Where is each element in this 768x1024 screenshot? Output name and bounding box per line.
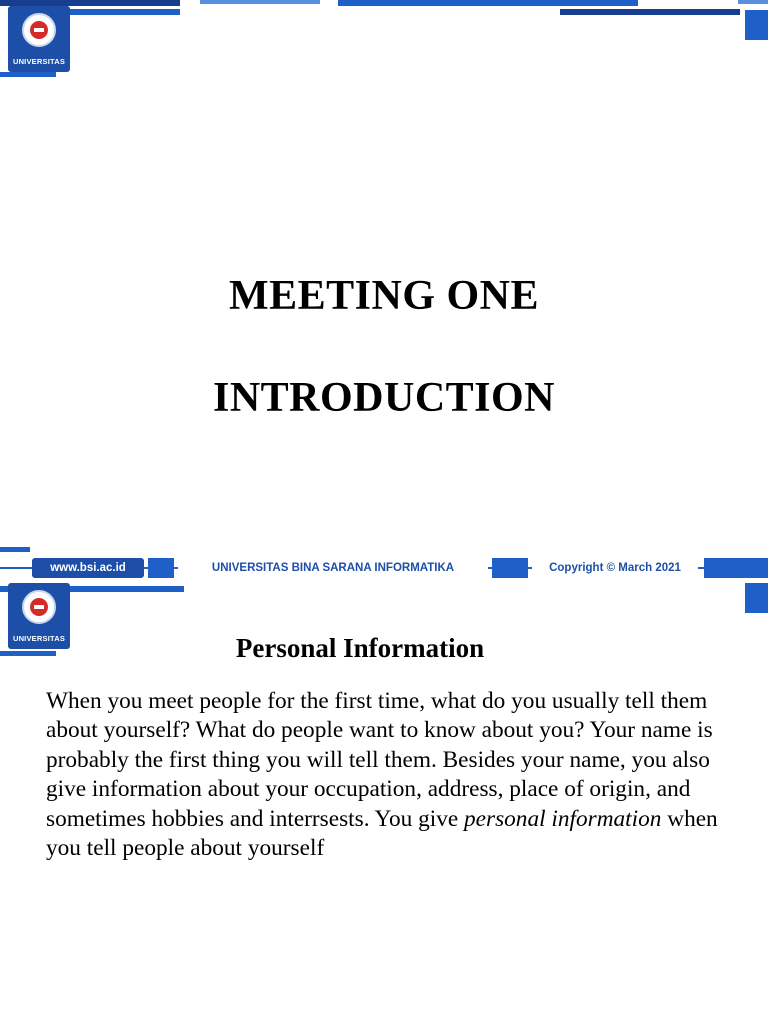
body-paragraph xyxy=(46,687,730,863)
footer-stripe xyxy=(704,558,768,578)
header-stripe xyxy=(745,583,768,613)
section-heading: Personal Information xyxy=(235,633,485,663)
slide-footer xyxy=(0,553,768,583)
footer-copyright: Copyright © March 2021 xyxy=(532,558,698,578)
footer-stripe xyxy=(492,558,528,578)
header-stripe xyxy=(738,0,768,4)
university-logo xyxy=(8,6,70,72)
header-stripe xyxy=(560,9,740,15)
header-stripe xyxy=(338,0,638,6)
header-stripe xyxy=(62,9,180,15)
footer-stripe xyxy=(148,558,174,578)
header-stripe xyxy=(200,0,320,4)
paragraph-emphasis: personal information xyxy=(464,805,662,832)
slide-title-line-1: MEETING ONE xyxy=(228,273,540,319)
website-link[interactable]: www.bsi.ac.id xyxy=(32,558,144,578)
header-stripe xyxy=(745,10,768,40)
logo-text: UNIVERSITAS xyxy=(12,57,66,66)
footer-university-name: UNIVERSITAS BINA SARANA INFORMATIKA xyxy=(178,558,488,578)
seal-icon xyxy=(22,13,56,47)
paragraph-text: When you meet people for the first time, what do you usually tell them about yourself? What do people want to know about you? Your name is probably the first thing you will tell them. Besides your name, you also give information about your occupation, address, place of origin, and sometimes hobbies and interrsests. You give xyxy=(46,688,713,832)
footer-stripe xyxy=(0,547,30,552)
header-stripe xyxy=(0,72,56,77)
logo-text: UNIVERSITAS xyxy=(12,634,66,643)
paragraph-text-end: when you tell people about yourself xyxy=(46,805,718,862)
slide-title-line-2: INTRODUCTION xyxy=(212,375,556,421)
seal-icon xyxy=(22,590,56,624)
